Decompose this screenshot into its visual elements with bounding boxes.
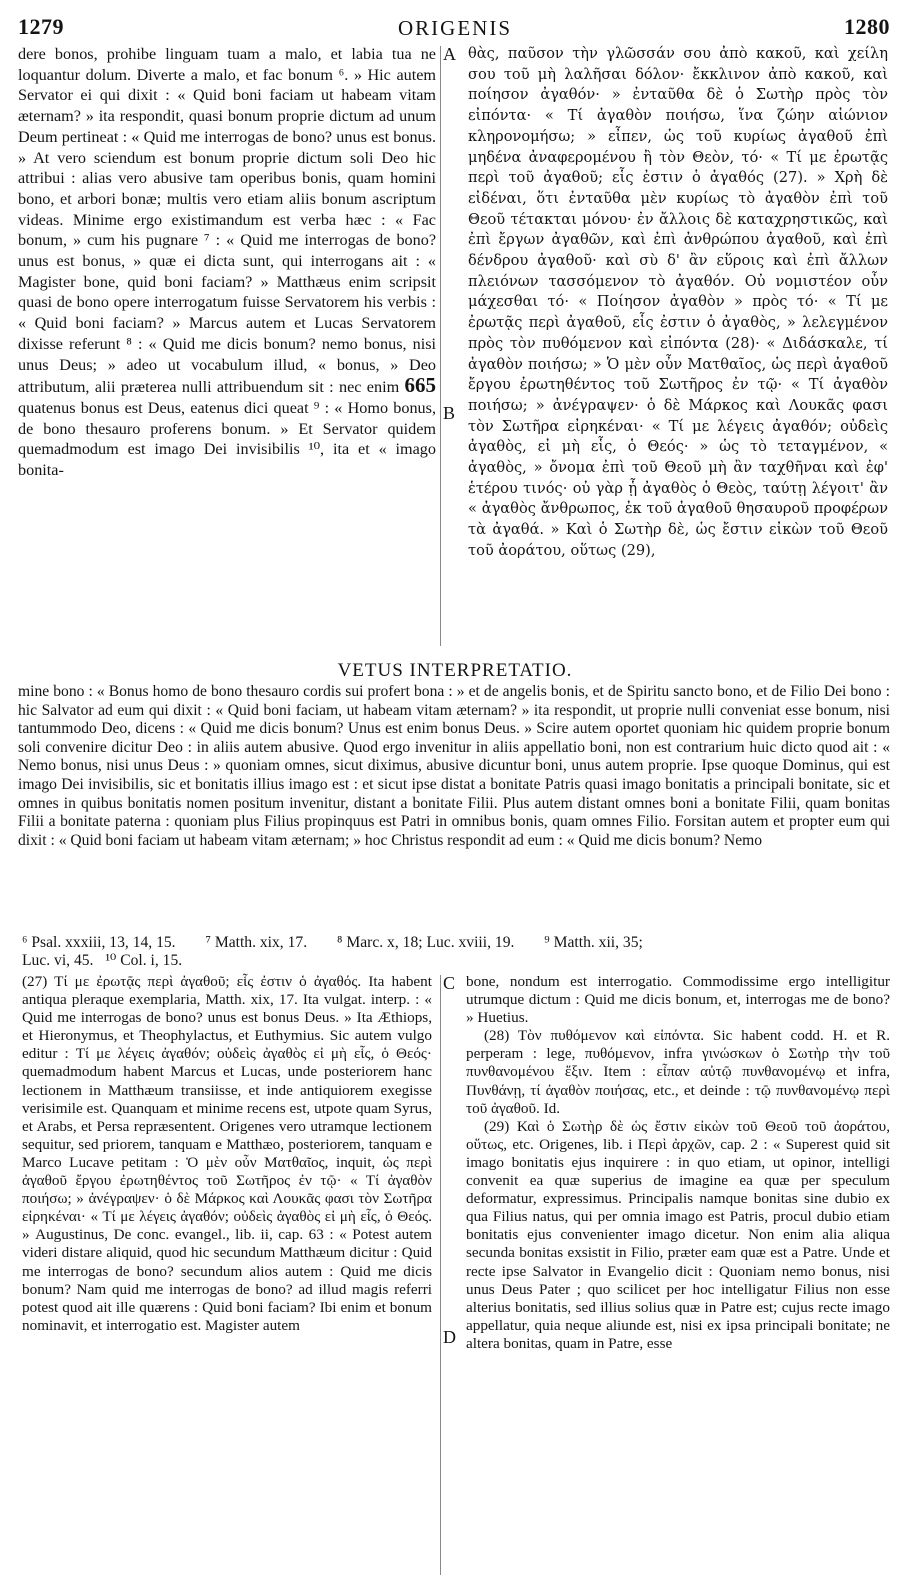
latin-text-column [18,44,436,481]
greek-text-part-b: Ὁ μὲν οὖν Ματθαῖος, ὡς περὶ ἀγαθοῦ ἔργου ἐρωτηθέντος τοῦ Σωτῆρος ἐν τῷ· « Τί ἀγαθὸν ποιήσω; » ἀνέγραψεν· ὁ δὲ Μάρκος καὶ Λουκᾶς φασι τὸν Σωτῆρα εἰρηκέναι· « Τί με λέγεις ἀγαθόν; οὐδεὶς ἀγαθὸς, εἰ μὴ εἷς, ὁ Θεός· » ὡς τὸ τεταγμένον, « ἀγαθὸς, » ὄνομα ἐπὶ τοῦ Θεοῦ μὴ ἂν ταχθῆναι καὶ ἐφ' ἑτέρου τινός· οὐ γὰρ ᾗ ἀγαθὸς ὁ Θεὸς, ταύτῃ λέγοιτ' ἂν « ἀγαθὸς ἄνθρωπος, ἐκ τοῦ ἀγαθοῦ θησαυροῦ προφέρων τὰ ἀγαθά. » Καὶ ὁ Σωτὴρ δὲ, ὡς ἔστιν εἰκὼν τοῦ Θεοῦ τοῦ ἀοράτου, οὕτως (29), [468,355,888,559]
page-number-right: 1280 [844,14,890,39]
footnote-ref: ⁶ Psal. xxxiii, 13, 14, 15. [22,934,176,951]
latin-text-part2: quatenus bonus est Deus, eatenus dici queat ⁹ : « Homo bonus, de bono thesauro proferens bonum. » Et Servator quidem quemadmodum est imago Dei invisibilis ¹⁰, ita et « imago bonita- [18,398,436,480]
margin-letter-b: B [443,403,456,423]
column-marker-665: 665 [404,373,437,398]
greek-text-column [468,44,888,562]
note-29: (29) Καὶ ὁ Σωτὴρ δὲ ὡς ἔστιν εἰκὼν τοῦ Θεοῦ τοῦ ἀοράτου, οὕτως, etc. Origenes, lib. i Περὶ ἀρχῶν, cap. 2 : « Superest quid sit imago bonitatis ejus inquirere : in quo etiam, ut opinor, intelligi convenit ea quæ superius de imagine ea quæ per speculum deformatur, expressimus. Principalis namque bonitas sine dubio ex qua Filius natus, qui per omnia imago est Patris, procul dubio etiam bonitatis ejus convenienter imago dicetur. Non enim alia aliqua secunda bonitas exsistit in Filio, præter eam quæ est a Patre. Unde et recte ipse Salvator in Evangelio dicit : Quoniam nemo bonus, nisi unus Deus Pater ; quo scilicet per hoc intelligatur Filius non esse alterius bonitatis, sed illius solius quæ in Patre est; cujus recte imago appellatur, quia neque aliunde est, nisi ex ipsa principali bonitate; ne altera bonitas, quam in Patre, esse [466,1117,890,1352]
note-27-continued: bone, nondum est interrogatio. Commodissime ergo intelligitur utrumque dictum : Quid me dicis bonum, et, interrogas me de bono? » Huetius. [466,973,890,1027]
latin-text-part1: dere bonos, prohibe linguam tuam a malo, et labia tua ne loquantur dolum. Diverte a malo, et fac bonum ⁶. » Hic autem Servator ei qui dixit : « Quid boni faciam ut habeam vitam æternam? » ita respondit, quasi bonum proprie dictum ad unum Deum pertineat : « Quid me interrogas de bono? unus est bonus. » At vero sciendum est bonum proprie dictum soli Deo hic attribui : alias vero abusive tam operibus bonis, quam homini bono, et arbori bonæ; multis vero etiam aliis bonum ascriptum videas. Minime ergo existimandum est verba hæc : « Fac bonum, » cum his pugnare ⁷ : « Quid me interrogas de bono? unus est bonus, » quæ ei dicta sunt, qui interrogans ait : « Magister bone, quid boni faciam? » Matthæus enim scripsit quasi de bono opere interrogatum fuisse Servatorem his verbis : « Quid boni faciam? » Marcus autem et Lucas Servatorem dixisse referunt ⁸ : « Quid me dicis bonum? nemo bonus, nisi unus Deus; » adeo ut vocabulum illud, « bonus, » Deo attributum, alii præterea nulli attribuendum sit : nec enim [18,45,436,397]
footnote-ref: ⁹ Matth. xii, 35; [544,934,643,951]
column-divider-top [440,46,441,646]
footnote-ref: ⁷ Matth. xix, 17. [205,934,308,951]
margin-letter-d: D [443,1327,456,1347]
footnote-ref: ⁸ Marc. x, 18; Luc. xviii, 19. [337,934,515,951]
latin-text [18,44,436,481]
note-27: (27) Τί με ἐρωτᾷς περὶ ἀγαθοῦ; εἷς ἐστιν ὁ ἀγαθός. Ita habent antiqua pleraque exemplaria, Matth. xix, 17. Ita vulgat. interp. : « Quid me interrogas de bono? unus est bonus Deus. » Ita Æthiops, et Hieronymus, et Theophylactus, et Euthymius. Sic autem vulgo editur : Τί με λέγεις ἀγαθόν; οὐδεὶς ἀγαθὸς εἰ μὴ εἷς, ὁ Θεός· quemadmodum habent Marcus et Lucas, unde posteriorem hanc lectionem in Matthæum transiisse, et inde antiquiorem exegisse verisimile est. Quanquam et minime recens est, utpote quam Syrus, et Arabs, et Persa repræsentent. Origenes vero utramque lectionem sequitur, sed priorem, tanquam e Matthæo, posteriorem, tanquam e Marco Lucave petitam : Ὁ μὲν οὖν Ματθαῖος, inquit, ὡς περὶ ἀγαθοῦ ἔργου ἐρωτηθέντος τοῦ Σωτῆρος ἐν τῷ· « Τί ἀγαθὸν ποιήσω; » ἀνέγραψεν· ὁ δὲ Μάρκος καὶ Λουκᾶς φασι τὸν Σωτῆρα εἰρηκέναι· « Τί με λέγεις ἀγαθόν; οὐδεὶς ἀγαθὸς εἰ μὴ εἷς, ὁ Θεός. » Augustinus, De conc. evangel., lib. ii, cap. 63 : « Potest autem videri distare aliquid, quod hic secundum Matthæum dicitur : Quid me interrogas de bono? secundum alios autem : Quid me dicis bonum? Nam quid me interrogas de bono? ad illud magis referri potest quod ait ille quærens : Quid boni faciam? Ibi enim et bonum nominavit, et interrogatio est. Magister autem [22,973,432,1334]
margin-letter-c: C [443,973,456,993]
column-divider-bottom [440,975,441,1575]
notes-right-column [466,973,890,1353]
vetus-interpretatio-text [18,683,890,850]
footnote-ref: Luc. vi, 45. [22,952,94,970]
notes-left-column [22,973,432,1335]
vetus-interpretatio-title: VETUS INTERPRETATIO. [337,660,573,681]
footnote-ref: ¹⁰ Col. i, 15. [105,952,183,970]
margin-letter-a: A [443,44,456,64]
note-28: (28) Τὸν πυθόμενον καὶ εἰπόντα. Sic habent codd. H. et R. perperam : lege, πυθόμενον, infra γινώσκων ὁ Σωτὴρ τὴν τοῦ πυνθανομένου ἕξιν. Item : εἶπαν αὐτῷ πυνθανομένῳ et infra, Πυνθάνῃ, τί ἀγαθὸν ποιήσας, etc., et deinde : τῷ πυνθανομένῳ περὶ τοῦ ἀγαθοῦ. Id. [466,1027,890,1117]
greek-text-part-a: θὰς, παῦσον τὴν γλῶσσάν σου ἀπὸ κακοῦ, καὶ χείλη σου τοῦ μὴ λαλῆσαι δόλον· ἔκκλινον ἀπὸ κακοῦ, καὶ ποίησον ἀγαθόν· » ἐνταῦθα δὲ ὁ Σωτὴρ πρὸς τὸν εἰπόντα· « Τί ἀγαθὸν ποιήσω, ἵνα ζώην αἰώνιον κληρονομήσω; » εἶπεν, ὡς τοῦ κυρίως ἀγαθοῦ ἐπὶ μηδένα ἀναφερομένου ἢ τὸν Θεὸν, τό· « Τί με ἐρωτᾷς περὶ τοῦ ἀγαθοῦ; εἷς ἐστιν ὁ ἀγαθός (27). » Χρὴ δὲ εἰδέναι, ὅτι ἐνταῦθα μὲν κυρίως τὸ ἀγαθὸν ἐπὶ τοῦ Θεοῦ τέτακται μόνου· ἐν ἄλλοις δὲ καταχρηστικῶς, καὶ ἐπὶ ἔργων ἀγαθῶν, καὶ ἐπὶ ἀνθρώπου ἀγαθοῦ, καὶ ἐπὶ δένδρου ἀγαθοῦ· καὶ σὺ δ' ἂν εὕροις καὶ ἐπὶ ἄλλων πλειόνων τασσόμενον τὸ ἀγαθόν. Οὐ νομιστέον οὖν μάχεσθαι τό· « Ποίησον ἀγαθὸν » πρὸς τό· « Τί με ἐρωτᾷς περὶ ἀγαθοῦ, εἷς ἐστιν ὁ ἀγαθὸς, » λελεγμένον πρὸς τὸν πυθόμενον καὶ εἰπόντα (28)· « Διδάσκαλε, τί ἀγαθὸν ποιήσω; » [468,45,888,373]
running-title: ORIGENIS [398,16,512,40]
footnote-references [22,934,890,971]
greek-text [468,44,888,562]
vetus-paragraph: mine bono : « Bonus homo de bono thesauro cordis sui profert bona : » et de angelis bonis, et de Spiritu sancto bono, et de Filio Dei bono : hic Salvator ad eum qui dixit : « Quid boni faciam, ut habeam vitam æternam? » ita respondit, ut proprie nulli conveniat esse bonum, nisi tantummodo Deo, dicens : « Quid me dicis bonum? Unus est enim bonus Deus. » Scire autem oportet quoniam hic quidem proprie bonum soli convenire dicitur Deo : in aliis autem abusive. Quod ergo invenitur in aliis appellatio boni, non est contrarium huic dicto quod ait : « Nemo bonus, nisi unus Deus : » quoniam omnes, sicut diximus, abusive dicuntur boni, unus autem proprie. Ipse quoque Dominus, qui est imago Dei invisibilis, sic et bonitatis illius imago est : et sicut ipse distat a bonitate Patris quasi imago bonitatis a principali bonitate, sic et omnes in quibus bonitatis nomen positum invenitur, distant a bonitate Filii. Plus autem distant omnes boni a bonitate Filii, quam bonitas Filii a bonitate paterna : quoniam plus Filius propinquus est Patri in omnibus bonis, quam omnes Filio. Forsitan autem et propter eum qui dixit : « Quid boni faciam ut habeam vitam æternam; » hoc Christus respondit ad eum : « Quid me dicis bonum? Nemo [18,683,890,849]
page-number-left: 1279 [18,14,64,39]
